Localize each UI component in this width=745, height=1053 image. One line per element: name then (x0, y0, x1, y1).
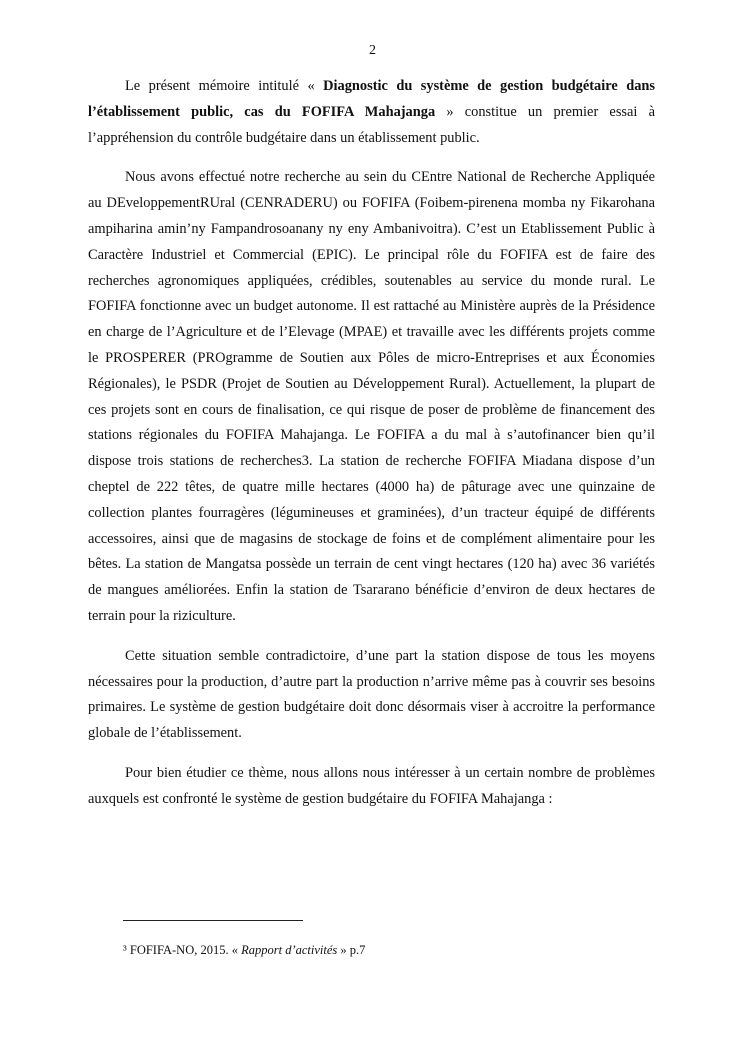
footnote-separator (123, 920, 303, 921)
paragraph-context: Nous avons effectué notre recherche au sein du CEntre National de Recherche Appliquée au DEveloppementRUral (CENRADERU) ou FOFIFA (Foibem-pirenena momba ny Fikarohana ampiharina amin’ny Fampandrosoanany ny eny Ambanivoitra). C’est un Etablissement Public à Caractère Industriel et Commercial (EPIC). Le principal rôle du FOFIFA est de faire des recherches agronomiques appliquées, crédibles, soutenables au service du monde rural. Le FOFIFA fonctionne avec un budget autonome. Il est rattaché au Ministère auprès de la Présidence en charge de l’Agriculture et de l’Elevage (MPAE) et travaille avec les différents projets comme le PROSPERER (PROgramme de Soutien aux Pôles de micro-Entreprises et aux Économies Régionales), le PSDR (Projet de Soutien au Développement Rural). Actuellement, la plupart de ces projets sont en cours de finalisation, ce qui risque de poser de problème de financement des stations régionales du FOFIFA Mahajanga. Le FOFIFA a du mal à s’autofinancer bien qu’il dispose trois stations de recherches3. La station de recherche FOFIFA Miadana dispose d’un cheptel de 222 têtes, de quatre mille hectares (4000 ha) de pâturage avec une quinzaine de collection plantes fourragères (légumineuses et graminées), d’un tracteur équipé de différents accessoires, ainsi que de magasins de stockage de foins et de complément alimentaire pour les bêtes. La station de Mangatsa possède un terrain de cent vingt hectares (120 ha) avec 36 variétés de mangues améliorées. Enfin la station de Tsararano bénéficie d’environ de deux hectares de terrain pour la riziculture. (88, 169, 655, 624)
page-number: 2 (369, 43, 376, 58)
paragraph-outline: Pour bien étudier ce thème, nous allons nous intéresser à un certain nombre de problèmes auxquels est confronté le système de gestion budgétaire du FOFIFA Mahajanga : (88, 764, 655, 807)
paragraph-intro (88, 74, 655, 151)
footnote-marker: ³ (123, 943, 127, 957)
thesis-title: Diagnostic du système de gestion budgétaire dans l’établissement public, cas du FOFIFA Mahajanga (88, 78, 655, 120)
footnote-text-start: FOFIFA-NO, 2015. « (126, 943, 242, 957)
footnote (123, 942, 365, 958)
footnote-title: Rapport d’activités (241, 943, 338, 957)
footnote-text-end: » p.7 (337, 943, 366, 957)
intro-text-end: » constitue un premier essai à l’appréhension du contrôle budgétaire dans un établissement public. (88, 103, 655, 146)
intro-text-start: Le présent mémoire intitulé « (125, 78, 324, 94)
body-text (88, 74, 655, 827)
paragraph-problem: Cette situation semble contradictoire, d’une part la station dispose de tous les moyens nécessaires pour la production, d’autre part la production n’arrive même pas à couvrir ses besoins primaires. Le système de gestion budgétaire doit donc désormais viser à accroitre la performance globale de l’établissement. (88, 647, 655, 742)
